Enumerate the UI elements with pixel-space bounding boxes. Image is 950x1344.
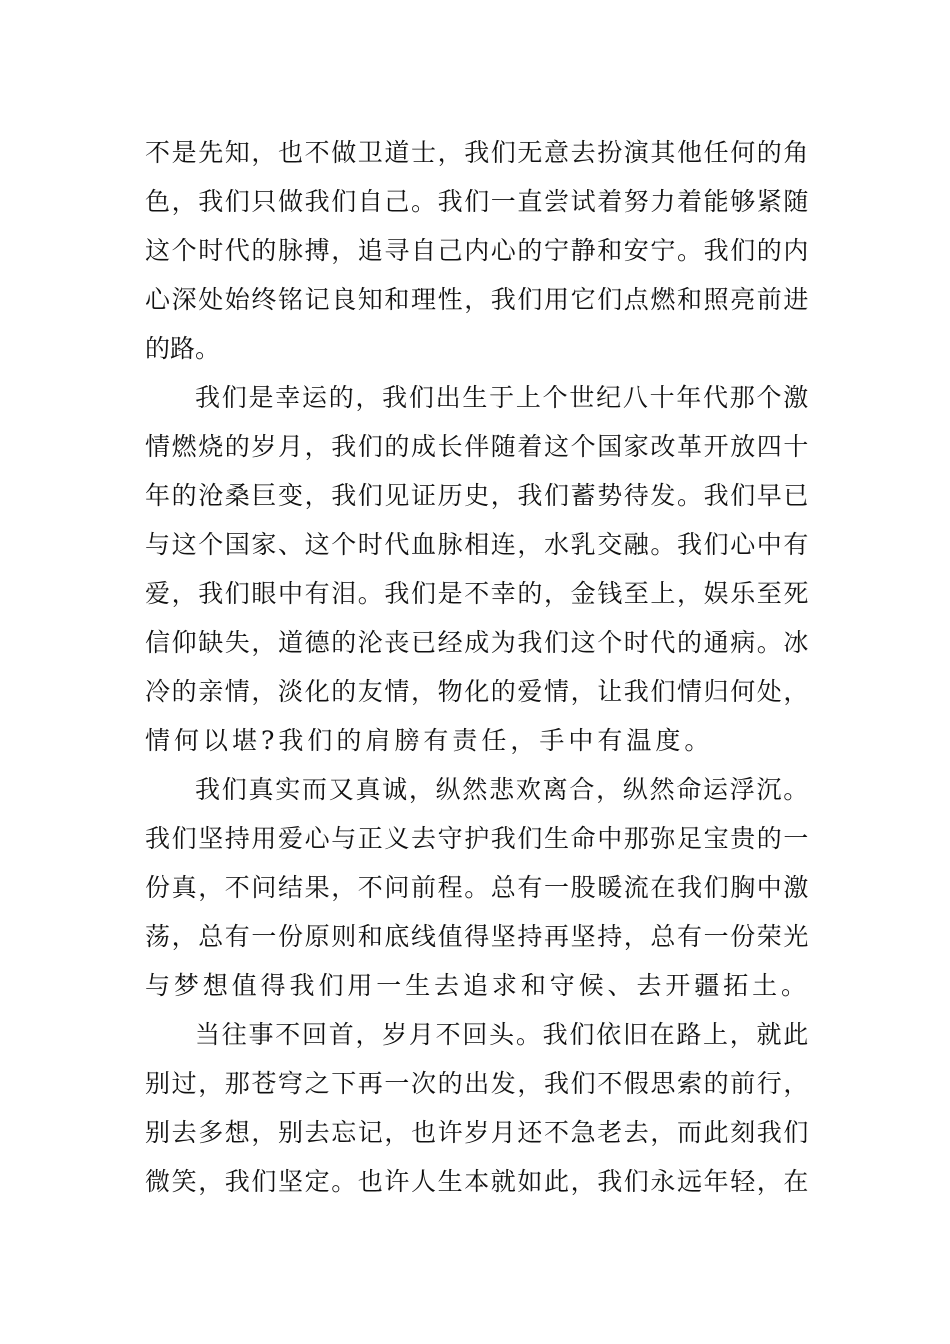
text-line: 年的沧桑巨变，我们见证历史，我们蓄势待发。我们早已 [145, 481, 811, 510]
body-text [145, 128, 810, 1206]
text-line: 不是先知，也不做卫道士，我们无意去扮演其他任何的角 [145, 138, 811, 167]
paragraph-first-line: 我们是幸运的，我们出生于上个世纪八十年代那个激 [195, 383, 811, 412]
text-line: 心深处始终铭记良知和理性，我们用它们点燃和照亮前进 [145, 285, 811, 314]
paragraph-first-line: 当往事不回首，岁月不回头。我们依旧在路上，就此 [195, 1020, 811, 1049]
text-line: 与梦想值得我们用一生去追求和守候、去开疆拓土。 [145, 971, 810, 1000]
text-line: 情何以堪?我们的肩膀有责任，手中有温度。 [145, 726, 714, 755]
text-line: 爱，我们眼中有泪。我们是不幸的，金钱至上，娱乐至死 [145, 579, 811, 608]
text-line: 份真，不问结果，不问前程。总有一股暖流在我们胸中激 [145, 873, 811, 902]
text-line: 别去多想，别去忘记，也许岁月还不急老去，而此刻我们 [145, 1118, 811, 1147]
text-line: 的路。 [145, 334, 221, 363]
text-line: 我们坚持用爱心与正义去守护我们生命中那弥足宝贵的一 [145, 824, 811, 853]
text-line: 别过，那苍穹之下再一次的出发，我们不假思索的前行， [145, 1069, 811, 1098]
text-line: 荡，总有一份原则和底线值得坚持再坚持，总有一份荣光 [145, 922, 811, 951]
text-line: 信仰缺失，道德的沦丧已经成为我们这个时代的通病。冰 [145, 628, 811, 657]
paragraph-first-line: 我们真实而又真诚，纵然悲欢离合，纵然命运浮沉。 [195, 775, 811, 804]
text-line: 这个时代的脉搏，追寻自己内心的宁静和安宁。我们的内 [145, 236, 811, 265]
text-line: 微笑，我们坚定。也许人生本就如此，我们永远年轻，在 [145, 1167, 811, 1196]
text-line: 情燃烧的岁月，我们的成长伴随着这个国家改革开放四十 [145, 432, 811, 461]
text-line: 与这个国家、这个时代血脉相连，水乳交融。我们心中有 [145, 530, 811, 559]
text-line: 色，我们只做我们自己。我们一直尝试着努力着能够紧随 [145, 187, 811, 216]
text-line: 冷的亲情，淡化的友情，物化的爱情，让我们情归何处， [145, 677, 811, 706]
